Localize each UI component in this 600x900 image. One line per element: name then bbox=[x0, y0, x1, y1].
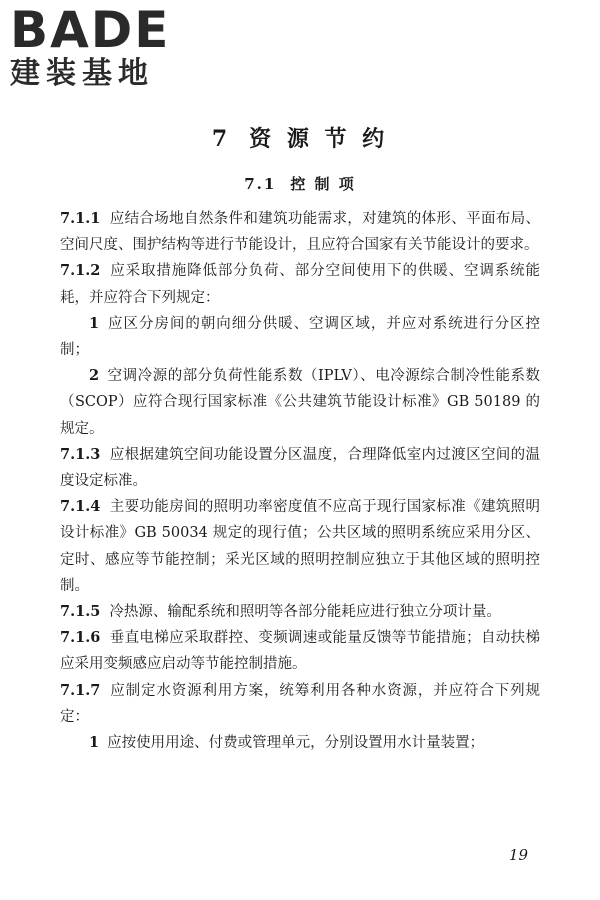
clause-number: 7.1.1 bbox=[60, 210, 101, 227]
clause-7-1-1 bbox=[60, 206, 540, 258]
clause-number: 7.1.7 bbox=[60, 681, 101, 699]
section-number: 7.1 bbox=[244, 175, 277, 193]
item-number: 2 bbox=[89, 367, 100, 385]
chapter-title bbox=[0, 122, 600, 153]
clause-text: 主要功能房间的照明功率密度值不应高于现行国家标准《建筑照明设计标准》GB 50034 规定的现行值；公共区域的照明系统应采用分区、定时、感应等节能控制；采光区域的照明控制应独立于其他区域的照明控制。 bbox=[60, 499, 540, 594]
clause-text: 应结合场地自然条件和建筑功能需求，对建筑的体形、平面布局、空间尺度、围护结构等进行节能设计，且应符合国家有关节能设计的要求。 bbox=[60, 211, 540, 254]
clause-number: 7.1.5 bbox=[60, 603, 101, 621]
item-text: 应按使用用途、付费或管理单元，分别设置用水计量装置； bbox=[107, 735, 485, 752]
page-number: 19 bbox=[508, 846, 528, 864]
item-number: 1 bbox=[89, 314, 100, 332]
logo-subtitle: 建装基地 bbox=[10, 56, 154, 91]
clause-number: 7.1.3 bbox=[60, 445, 101, 463]
chapter-number: 7 bbox=[211, 126, 232, 152]
logo bbox=[10, 1, 171, 92]
section-heading: 控 制 项 bbox=[290, 175, 356, 193]
clause-7-1-2 bbox=[60, 258, 540, 310]
clause-7-1-7 bbox=[60, 678, 540, 730]
logo-wordmark: BADE bbox=[10, 1, 171, 59]
item-text: 空调冷源的部分负荷性能系数（IPLV）、电冷源综合制冷性能系数（SCOP）应符合现行国家标准《公共建筑节能设计标准》GB 50189 的规定。 bbox=[60, 368, 540, 437]
clause-number: 7.1.6 bbox=[60, 629, 101, 647]
clause-7-1-7-item-1 bbox=[60, 730, 540, 756]
clause-7-1-5 bbox=[60, 599, 540, 625]
clause-7-1-6 bbox=[60, 625, 540, 677]
clause-7-1-2-item-1 bbox=[60, 311, 540, 363]
clause-text: 应根据建筑空间功能设置分区温度，合理降低室内过渡区空间的温度设定标准。 bbox=[60, 446, 540, 490]
clause-text: 垂直电梯应采取群控、变频调速或能量反馈等节能措施；自动扶梯应采用变频感应启动等节能控制措施。 bbox=[60, 630, 540, 673]
item-text: 应区分房间的朝向细分供暖、空调区域，并应对系统进行分区控制； bbox=[60, 315, 540, 359]
clause-7-1-3 bbox=[60, 442, 540, 494]
clause-7-1-4 bbox=[60, 494, 540, 599]
section-title bbox=[0, 173, 600, 194]
clause-list bbox=[60, 206, 540, 756]
item-number: 1 bbox=[89, 734, 100, 752]
clause-text: 冷热源、输配系统和照明等各部分能耗应进行独立分项计量。 bbox=[109, 604, 501, 621]
clause-number: 7.1.2 bbox=[60, 262, 101, 280]
clause-number: 7.1.4 bbox=[60, 498, 101, 516]
clause-7-1-2-item-2 bbox=[60, 363, 540, 442]
clause-text: 应制定水资源利用方案，统筹利用各种水资源，并应符合下列规定： bbox=[60, 682, 540, 725]
chapter-heading: 资 源 节 约 bbox=[249, 126, 389, 152]
clause-text: 应采取措施降低部分负荷、部分空间使用下的供暖、空调系统能耗，并应符合下列规定： bbox=[60, 263, 540, 306]
